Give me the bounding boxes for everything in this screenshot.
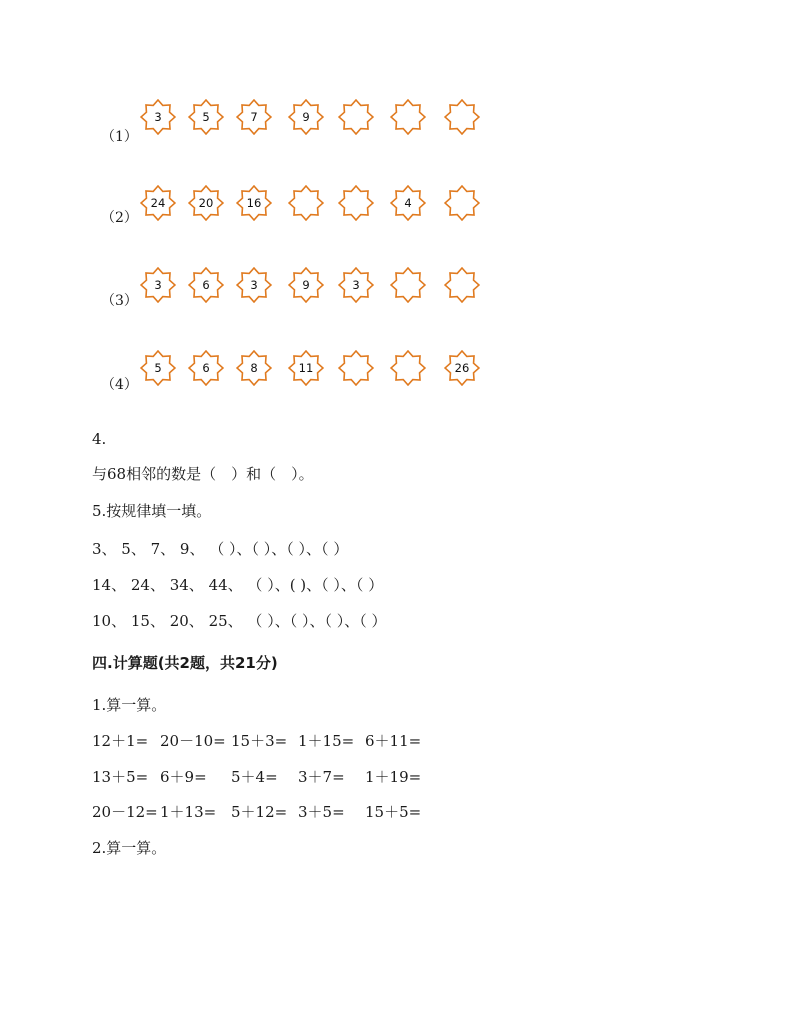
star-value: 3 xyxy=(352,278,360,292)
star-cell[interactable] xyxy=(390,350,426,386)
question-4-number: 4. xyxy=(92,430,107,448)
star-cell xyxy=(188,99,224,135)
star-value xyxy=(390,267,426,303)
star-cell xyxy=(188,185,224,221)
star-cell xyxy=(288,267,324,303)
star-value: 11 xyxy=(298,361,314,375)
star-cell[interactable] xyxy=(390,99,426,135)
calc-expression: 3＋5= xyxy=(298,803,345,821)
pattern-label: （2） xyxy=(101,210,138,226)
star-value: 8 xyxy=(250,361,258,375)
calc-expression: 20－12= xyxy=(92,803,158,821)
calc-expression: 3＋7= xyxy=(298,768,345,786)
question-4-text: 与68相邻的数是（ ）和（ ）。 xyxy=(92,465,314,483)
star-value xyxy=(288,185,324,221)
star-value: 6 xyxy=(202,278,210,292)
star-value: 16 xyxy=(246,196,262,210)
star-value: 26 xyxy=(454,361,470,375)
calc-expression: 15＋3= xyxy=(231,732,288,750)
star-value: 3 xyxy=(154,278,162,292)
calc-expression: 6＋11= xyxy=(365,732,422,750)
sequence-line: 14、 24、 34、 44、 （ ）、( )、（ ）、（ ） xyxy=(92,576,384,594)
star-value: 20 xyxy=(198,196,214,210)
star-cell xyxy=(188,267,224,303)
star-cell xyxy=(140,350,176,386)
star-value xyxy=(338,99,374,135)
star-cell[interactable] xyxy=(338,99,374,135)
calc-expression: 12＋1= xyxy=(92,732,149,750)
star-value: 9 xyxy=(302,110,310,124)
star-cell[interactable] xyxy=(390,267,426,303)
star-value: 5 xyxy=(202,110,210,124)
sequence-line: 10、 15、 20、 25、 （ ）、（ ）、（ ）、（ ） xyxy=(92,612,387,630)
calc-expression: 5＋12= xyxy=(231,803,288,821)
calc-question-1-title: 1.算一算。 xyxy=(92,696,167,714)
star-value xyxy=(444,267,480,303)
star-cell xyxy=(236,185,272,221)
section-heading: 四.计算题(共2题，共21分) xyxy=(92,654,278,672)
star-cell[interactable] xyxy=(444,99,480,135)
star-cell[interactable] xyxy=(338,350,374,386)
calc-expression: 15＋5= xyxy=(365,803,422,821)
star-cell xyxy=(288,99,324,135)
star-cell[interactable] xyxy=(288,185,324,221)
calc-expression: 1＋19= xyxy=(365,768,422,786)
star-cell xyxy=(338,267,374,303)
star-value: 24 xyxy=(150,196,166,210)
star-cell xyxy=(140,185,176,221)
calc-expression: 1＋15= xyxy=(298,732,355,750)
star-value: 4 xyxy=(404,196,412,210)
star-value: 3 xyxy=(154,110,162,124)
star-cell xyxy=(236,99,272,135)
star-cell[interactable] xyxy=(338,185,374,221)
pattern-label: （3） xyxy=(101,293,138,309)
star-cell xyxy=(236,267,272,303)
calc-expression: 1＋13= xyxy=(160,803,217,821)
star-value: 6 xyxy=(202,361,210,375)
calc-expression: 6＋9= xyxy=(160,768,207,786)
star-value xyxy=(390,350,426,386)
star-value: 5 xyxy=(154,361,162,375)
calc-expression: 5＋4= xyxy=(231,768,278,786)
star-cell[interactable] xyxy=(444,185,480,221)
star-cell xyxy=(390,185,426,221)
star-cell xyxy=(236,350,272,386)
question-5-title: 5.按规律填一填。 xyxy=(92,502,212,520)
star-cell xyxy=(288,350,324,386)
star-cell xyxy=(140,99,176,135)
star-value xyxy=(444,99,480,135)
star-value xyxy=(444,185,480,221)
star-value: 9 xyxy=(302,278,310,292)
calc-question-2-title: 2.算一算。 xyxy=(92,839,167,857)
star-value xyxy=(390,99,426,135)
star-value: 3 xyxy=(250,278,258,292)
star-cell xyxy=(140,267,176,303)
star-value: 7 xyxy=(250,110,258,124)
star-value xyxy=(338,185,374,221)
star-cell xyxy=(188,350,224,386)
star-cell xyxy=(444,350,480,386)
star-value xyxy=(338,350,374,386)
star-cell[interactable] xyxy=(444,267,480,303)
calc-expression: 13＋5= xyxy=(92,768,149,786)
pattern-label: （1） xyxy=(101,129,138,145)
calc-expression: 20－10= xyxy=(160,732,226,750)
sequence-line: 3、 5、 7、 9、 （ ）、（ ）、（ ）、（ ） xyxy=(92,540,349,558)
pattern-label: （4） xyxy=(101,377,138,393)
